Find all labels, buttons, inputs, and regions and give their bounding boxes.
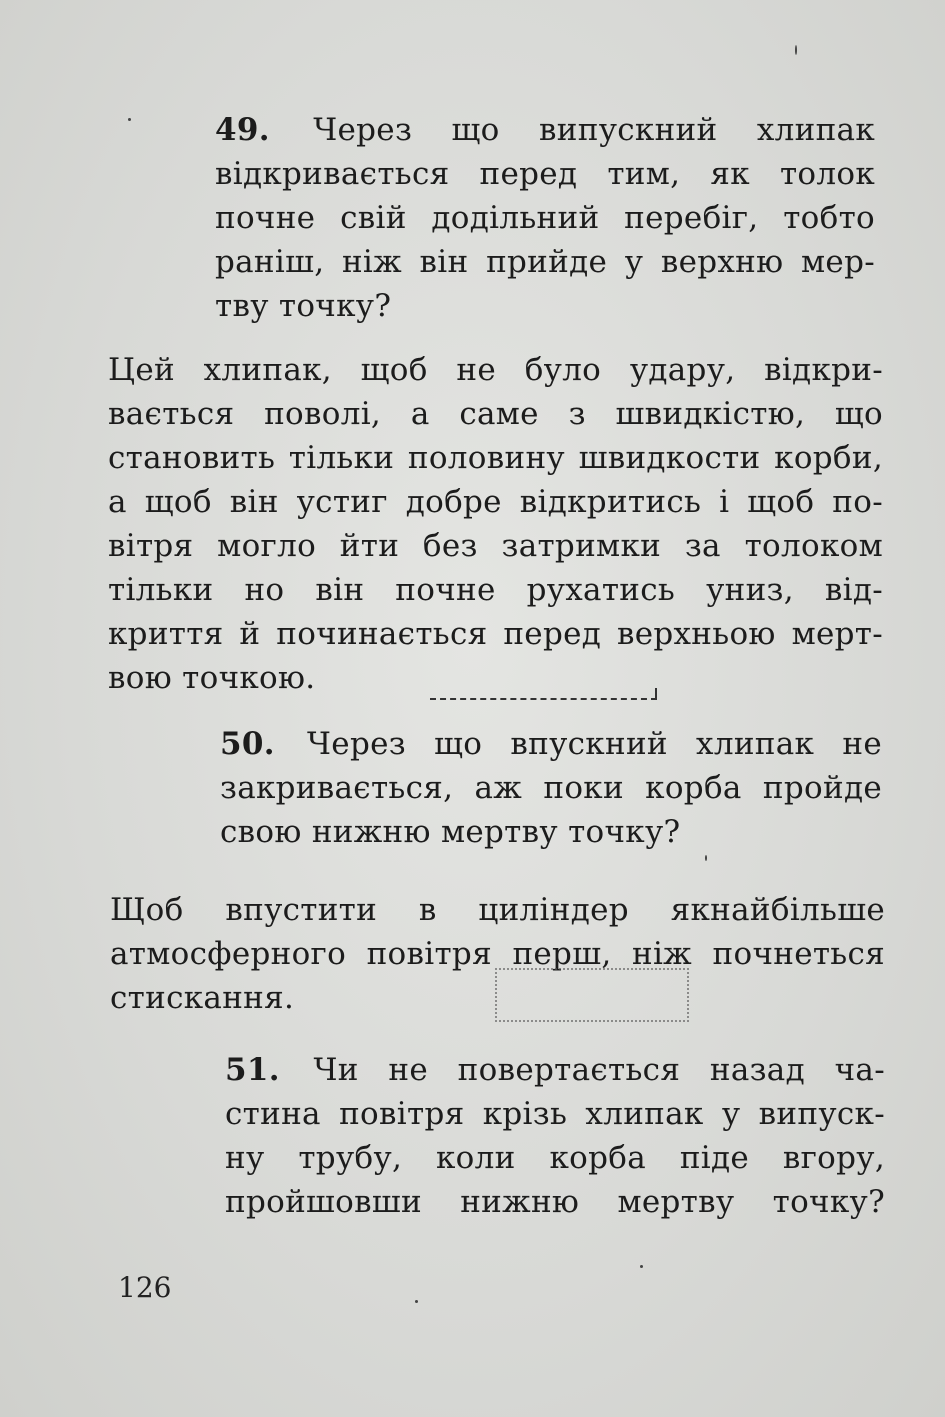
question-line: пройшовши нижню мертву точку? — [225, 1184, 885, 1220]
answer-line: а щоб він устиг добре відкритись і щоб по- — [108, 484, 883, 520]
question-line: почне свій додільний перебіг, тобто — [215, 200, 875, 236]
paper-speck — [640, 1265, 643, 1268]
answer-line: тільки но він почне рухатись униз, від- — [108, 572, 883, 608]
question-number: 51. — [225, 1052, 280, 1088]
question-line: раніш, ніж він прийде у верхню мер- — [215, 244, 875, 280]
answer-line: криття й починається перед верхньою мерт- — [108, 616, 883, 652]
faded-stamp — [495, 968, 689, 1022]
page-number: 126 — [118, 1271, 172, 1304]
question-line: тву точку? — [215, 288, 392, 324]
paper-speck — [415, 1300, 418, 1303]
question-50 — [220, 722, 882, 854]
question-line: 50. Через що впускний хлипак не — [220, 726, 882, 762]
answer-line: становить тільки половину швидкости корби, — [108, 440, 883, 476]
paper-speck — [705, 855, 707, 861]
question-line: 49. Через що випускний хлипак — [215, 112, 876, 148]
question-49 — [215, 108, 875, 328]
answer-line: вітря могло йти без затримки за толоком — [108, 528, 883, 564]
question-line: закривається, аж поки корба пройде — [220, 770, 882, 806]
answer-49 — [108, 348, 883, 700]
answer-line: вається поволі, а саме з швидкістю, що — [108, 396, 883, 432]
answer-line: Щоб впустити в циліндер якнайбільше — [110, 892, 885, 928]
answer-line: вою точкою. — [108, 660, 316, 696]
question-51 — [225, 1048, 885, 1224]
question-line: свою нижню мертву точку? — [220, 814, 681, 850]
question-line: відкривається перед тим, як толок — [215, 156, 875, 192]
paper-speck — [128, 118, 131, 121]
question-number: 50. — [220, 726, 275, 762]
question-line: 51. Чи не повертається назад ча- — [225, 1052, 885, 1088]
answer-line: стискання. — [110, 980, 295, 1016]
print-mark — [430, 688, 657, 700]
answer-line: Цей хлипак, щоб не було удару, відкри- — [108, 352, 883, 388]
answer-line: атмосферного повітря перш, ніж почнеться — [110, 936, 885, 972]
paper-speck — [795, 45, 797, 55]
question-line: стина повітря крізь хлипак у випуск- — [225, 1096, 885, 1132]
question-number: 49. — [215, 112, 270, 148]
question-line: ну трубу, коли корба піде вгору, — [225, 1140, 885, 1176]
